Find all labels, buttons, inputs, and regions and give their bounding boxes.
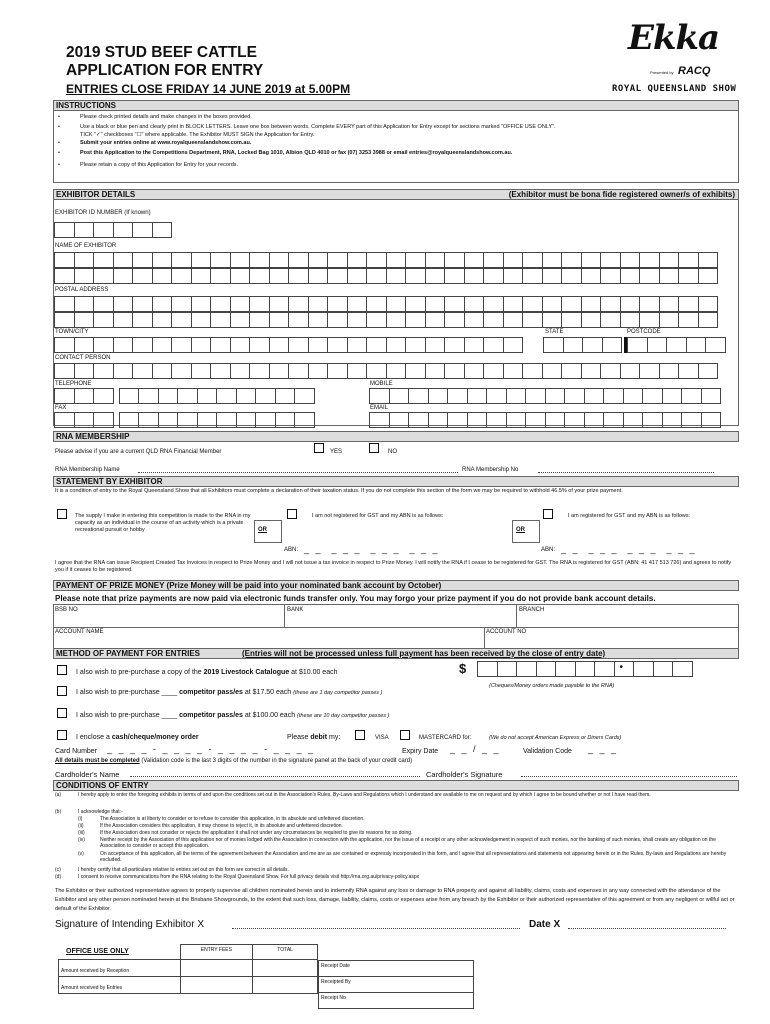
condition-c: I hereby certify that all particulars relative to entries set out on this form are correct in all details. bbox=[78, 867, 289, 873]
payment-heading bbox=[53, 648, 739, 659]
must-complete-note: All details must be completed (Validation code is the last 3 digits of the number in the signature panel at the back of your credit card) bbox=[55, 758, 413, 764]
postal-address-field-row1[interactable] bbox=[54, 296, 717, 312]
state-field[interactable] bbox=[543, 337, 621, 353]
validation-label: Validation Code bbox=[523, 748, 572, 755]
instruction-3: Submit your entries online at www.royalqueenslandshow.com.au. bbox=[80, 140, 252, 146]
catalogue-checkbox[interactable] bbox=[57, 665, 67, 675]
rna-name-line[interactable] bbox=[138, 472, 458, 473]
visa-label: VISA bbox=[375, 735, 389, 741]
logo-show-name: ROYAL QUEENSLAND SHOW bbox=[612, 84, 737, 94]
logo-presented-by: Presented by bbox=[650, 70, 674, 75]
statement-option-2-checkbox[interactable] bbox=[287, 509, 297, 519]
pass-10day-label: I also wish to pre-purchase ____ competitor pass/es at $100.00 each (these are 10 day competitor passes ) bbox=[76, 712, 390, 719]
instruction-2: Use a black or blue pen and clearly print in BLOCK LETTERS. Leave one box between words. Complete EVERY part of this Application for Entry except for sections marked "OFFICE USE ONLY". bbox=[80, 124, 556, 130]
bank-details-box bbox=[53, 604, 739, 650]
conditions-heading: CONDITIONS OF ENTRY bbox=[53, 780, 739, 791]
postal-address-field-row2[interactable] bbox=[54, 312, 717, 328]
statement-option-3: I am registered for GST and my ABN is as follows: bbox=[568, 513, 691, 519]
rna-yes-label: YES bbox=[330, 449, 343, 455]
statement-footer: I agree that the RNA can issue Recipient Created Tax Invoices in respect to Prize Money and I will not issue a tax invoice in respect to Prize Money. I will notify the RNA if I cease to be registered for GST. The RNA is registered for GST (ABN: 41 417 513 726) and agrees to notify you if it ceases to be registered. bbox=[55, 560, 732, 573]
indemnity-text: The Exhibitor or their authorized representative agrees to properly supervise all children nominated herein and to indemnify RNA against any loss or damage to RNA property and against all liability, claims, costs and expenses in any way connected with the attendance of the Exhibitor and any other person nominated herein at the Brisbane Showgrounds, to the extent that such loss, damage, liability, claims, costs or expenses arise from any breach by the Exhibitor or their authorized representative of this agreement or from any negligent or willful act or default of the Exhibitor. bbox=[55, 888, 735, 912]
instructions-heading: INSTRUCTIONS bbox=[53, 100, 739, 111]
statement-or-2: OR bbox=[512, 520, 540, 543]
pass-1day-label: I also wish to pre-purchase ____ competitor pass/es at $17.50 each (these are 1 day competitor passes ) bbox=[76, 689, 383, 696]
postcode-field[interactable] bbox=[627, 337, 725, 353]
condition-b-iii: If the Association does not consider or rejects the application it shall not under any circumstances be required to give its reasons for so doing. bbox=[100, 830, 413, 836]
cardholder-signature-label: Cardholder's Signature bbox=[426, 770, 503, 779]
condition-b-v: On acceptance of this application, all the terms of the agreement between the Association and me are as are contained or expressly incorporated in this form, and I agree that all representations and statements not appearing herein or in the Rules, By-laws and Regulations are hereby excluded. bbox=[100, 851, 727, 863]
office-receipt-date: Receipt Date bbox=[319, 961, 474, 977]
contact-label: CONTACT PERSON bbox=[55, 355, 111, 361]
mobile-field[interactable] bbox=[369, 388, 720, 404]
abn-field-2[interactable]: _ _ _ _ _ _ _ _ _ _ _ bbox=[561, 544, 697, 554]
instruction-4: Post this Application to the Competitions Department, RNA, Locked Bag 1010, Albion QLD 4010 or fax (07) 3253 3988 or email entries@royalqueenslandshow.com.au. bbox=[80, 150, 513, 156]
dollar-sign: $ bbox=[459, 661, 467, 676]
town-field[interactable] bbox=[54, 337, 522, 353]
rna-number-label: RNA Membership No bbox=[462, 467, 519, 473]
telephone-label: TELEPHONE bbox=[55, 381, 92, 387]
expiry-label: Expiry Date bbox=[402, 748, 439, 755]
exhibitor-heading-note: (Exhibitor must be bona fide registered owner/s of exhibits) bbox=[508, 190, 735, 199]
branch-label: BRANCH bbox=[519, 607, 545, 613]
condition-b-iv: Neither receipt by the Association of this application nor of monies lodged with the Association in connection with the application, nor the issue of a receipt or any other acknowledgement in respect of such monies, nor the banking of such monies, shall create any obligation on the Association to consider or accept this application. bbox=[100, 837, 716, 849]
mobile-label: MOBILE bbox=[370, 381, 393, 387]
condition-b-ii: If the Association considers this application, it may choose to reject it, in its absolute and unfettered discretion. bbox=[100, 823, 343, 829]
instruction-tick: TICK "✓" checkboxes "☐" where applicable. The Exhibitor MUST SIGN the Application for Entry. bbox=[80, 132, 315, 138]
mastercard-label: MASTERCARD for: bbox=[419, 735, 472, 741]
office-total-header: TOTAL bbox=[253, 945, 318, 960]
office-entry-fees-header: ENTRY FEES bbox=[180, 945, 253, 960]
exhibitor-id-field[interactable] bbox=[54, 222, 171, 238]
date-line[interactable] bbox=[568, 928, 726, 929]
abn-label-1: ABN: bbox=[284, 547, 299, 553]
statement-option-3-checkbox[interactable] bbox=[543, 509, 553, 519]
office-receipt-no: Receipt No bbox=[319, 993, 474, 1009]
abn-label-2: ABN: bbox=[541, 547, 556, 553]
rna-heading: RNA MEMBERSHIP bbox=[53, 431, 739, 442]
abn-field-1[interactable]: _ _ _ _ _ _ _ _ _ _ _ bbox=[304, 544, 440, 554]
prize-note: Please note that prize payments are now paid via electronic funds transfer only. You may forgo your prize payment if you do not provide bank account details. bbox=[55, 594, 656, 603]
mastercard-note: (We do not accept American Express or Diners Cards) bbox=[489, 735, 622, 741]
amount-field[interactable]: • bbox=[477, 661, 692, 677]
exhibitor-heading bbox=[53, 189, 739, 200]
state-label: STATE bbox=[545, 329, 564, 335]
statement-option-1: The supply I make in entering this competition is made to the RNA in my capacity as an individual in the course of an activity which is a private recreational pursuit or hobby bbox=[75, 513, 251, 533]
date-label: Date X bbox=[529, 919, 561, 930]
office-received-entries: Amount received by Entries bbox=[61, 985, 123, 991]
rna-yes-checkbox[interactable] bbox=[314, 443, 324, 453]
bank-label: BANK bbox=[287, 607, 304, 613]
telephone-field[interactable] bbox=[54, 388, 314, 404]
rna-number-line[interactable] bbox=[538, 472, 714, 473]
condition-d: I consent to receive communications from the RNA relating to the Royal Queensland Show. For full privacy details visit http://rna.org.au/privacy-policy.aspx bbox=[78, 874, 420, 880]
contact-field[interactable] bbox=[54, 363, 717, 379]
statement-option-1-checkbox[interactable] bbox=[57, 509, 67, 519]
mastercard-checkbox[interactable] bbox=[400, 730, 410, 740]
rna-no-checkbox[interactable] bbox=[369, 443, 379, 453]
pass-1day-checkbox[interactable] bbox=[57, 686, 67, 696]
rna-question: Please advise if you are a current QLD RNA Financial Member bbox=[55, 449, 222, 455]
fax-label: FAX bbox=[55, 405, 67, 411]
card-number-label: Card Number bbox=[55, 748, 98, 755]
signature-line[interactable] bbox=[232, 928, 520, 929]
expiry-field[interactable]: _ _ / _ _ bbox=[450, 744, 501, 754]
prize-heading: PAYMENT OF PRIZE MONEY (Prize Money will be paid into your nominated bank account by October) bbox=[53, 580, 739, 591]
payment-heading-note: (Entries will not be processed unless full payment has been received by the close of entry date) bbox=[242, 649, 606, 658]
instructions-box: • Please check printed details and make changes in the boxes provided. • Use a black or blue pen and clearly print in BLOCK LETTERS. Leave one box between words. Complete EVERY part of this Application for Entry except for sections marked "OFFICE USE ONLY". • Submit your entries online at www.royalqueenslandshow.com.au. • Post this Application to the Competitions Department, RNA, Locked Bag 1010, Albion QLD 4010 or fax (07) 3253 3988 or email entries@royalqueenslandshow.com.au. • Please retain a copy of this Application for Entry for your records. TICK "✓" checkboxes "☐" where applicable. The Exhibitor MUST SIGN the Application for Entry. bbox=[53, 111, 739, 183]
office-received-reception: Amount received by Reception bbox=[61, 968, 130, 974]
logo-sponsor: RACQ bbox=[678, 65, 711, 77]
enclose-label: I enclose a cash/cheque/money order bbox=[76, 734, 199, 741]
logo-wordmark: Ekka bbox=[628, 18, 720, 58]
bsb-label: BSB NO bbox=[55, 607, 78, 613]
cardholder-signature-line[interactable] bbox=[521, 776, 737, 777]
postcode-label: POSTCODE bbox=[627, 329, 661, 335]
office-use-heading: OFFICE USE ONLY bbox=[66, 948, 129, 955]
cardholder-name-line[interactable] bbox=[130, 776, 420, 777]
card-number-field[interactable]: _ _ _ _ - _ _ _ _ - _ _ _ _ - _ _ _ _ bbox=[107, 744, 316, 754]
catalogue-label: I also wish to pre-purchase a copy of the 2019 Livestock Catalogue at $10.00 each bbox=[76, 669, 338, 676]
cheque-note: (Cheques/Money orders made payable to the RNA) bbox=[489, 683, 615, 689]
email-field[interactable] bbox=[369, 412, 720, 428]
debit-label: Please debit my: bbox=[287, 734, 341, 741]
exhibitor-name-field-row2[interactable] bbox=[54, 268, 717, 284]
office-receipt-table bbox=[318, 960, 474, 1009]
payment-heading-title: METHOD OF PAYMENT FOR ENTRIES bbox=[56, 649, 201, 658]
office-receipted-by: Receipted By bbox=[319, 977, 474, 993]
statement-or-1: OR bbox=[254, 520, 282, 543]
title-line-1: 2019 STUD BEEF CATTLE bbox=[66, 44, 257, 61]
rna-no-label: NO bbox=[388, 449, 397, 455]
instruction-1: Please check printed details and make changes in the boxes provided. bbox=[80, 114, 252, 120]
validation-field[interactable]: _ _ _ bbox=[588, 744, 619, 754]
pass-10day-checkbox[interactable] bbox=[57, 708, 67, 718]
rna-name-label: RNA Membership Name bbox=[55, 467, 120, 473]
statement-option-2: I am not registered for GST and my ABN is as follows: bbox=[312, 513, 444, 519]
email-label: EMAIL bbox=[370, 405, 389, 411]
exhibitor-id-label: EXHIBITOR ID NUMBER (If known) bbox=[55, 210, 151, 216]
visa-checkbox[interactable] bbox=[355, 730, 365, 740]
account-name-label: ACCOUNT NAME bbox=[55, 629, 104, 635]
cardholder-name-label: Cardholder's Name bbox=[55, 770, 120, 779]
ekka-logo bbox=[610, 18, 740, 100]
postal-address-label: POSTAL ADDRESS bbox=[55, 287, 109, 293]
instruction-5: Please retain a copy of this Application for Entry for your records. bbox=[80, 162, 239, 168]
enclose-checkbox[interactable] bbox=[57, 730, 67, 740]
fax-field[interactable] bbox=[54, 412, 314, 428]
exhibitor-name-field-row1[interactable] bbox=[54, 252, 717, 268]
exhibitor-heading-title: EXHIBITOR DETAILS bbox=[56, 190, 136, 199]
statement-intro: It is a condition of entry to the Royal Queensland Show that all Exhibitors must complete a declaration of their taxation status. If you do not complete this section of the form we may be required to withhold 46.5% of your prize payment. bbox=[55, 488, 623, 494]
exhibitor-name-label: NAME OF EXHIBITOR bbox=[55, 243, 117, 249]
office-fees-table bbox=[58, 944, 318, 994]
title-line-2: APPLICATION FOR ENTRY bbox=[66, 62, 264, 79]
town-label: TOWN/CITY bbox=[55, 329, 89, 335]
account-no-label: ACCOUNT NO bbox=[486, 629, 527, 635]
condition-b-i: The Association is at liberty to consider or to refuse to consider this application, in its absolute and unfettered discretion. bbox=[100, 816, 365, 822]
signature-label: Signature of Intending Exhibitor X bbox=[55, 919, 204, 930]
statement-heading: STATEMENT BY EXHIBITOR bbox=[53, 476, 739, 487]
condition-a: I hereby apply to enter the foregoing exhibits in terms of and upon the conditions set out in the Association's Rules, By-Laws and Regulations which I understand are available to me on request and by which I agree to be bound whether or not I have read them. bbox=[78, 792, 651, 798]
condition-b: I acknowledge that:- bbox=[78, 809, 123, 815]
entries-close-date: ENTRIES CLOSE FRIDAY 14 JUNE 2019 at 5.00PM bbox=[66, 82, 351, 96]
